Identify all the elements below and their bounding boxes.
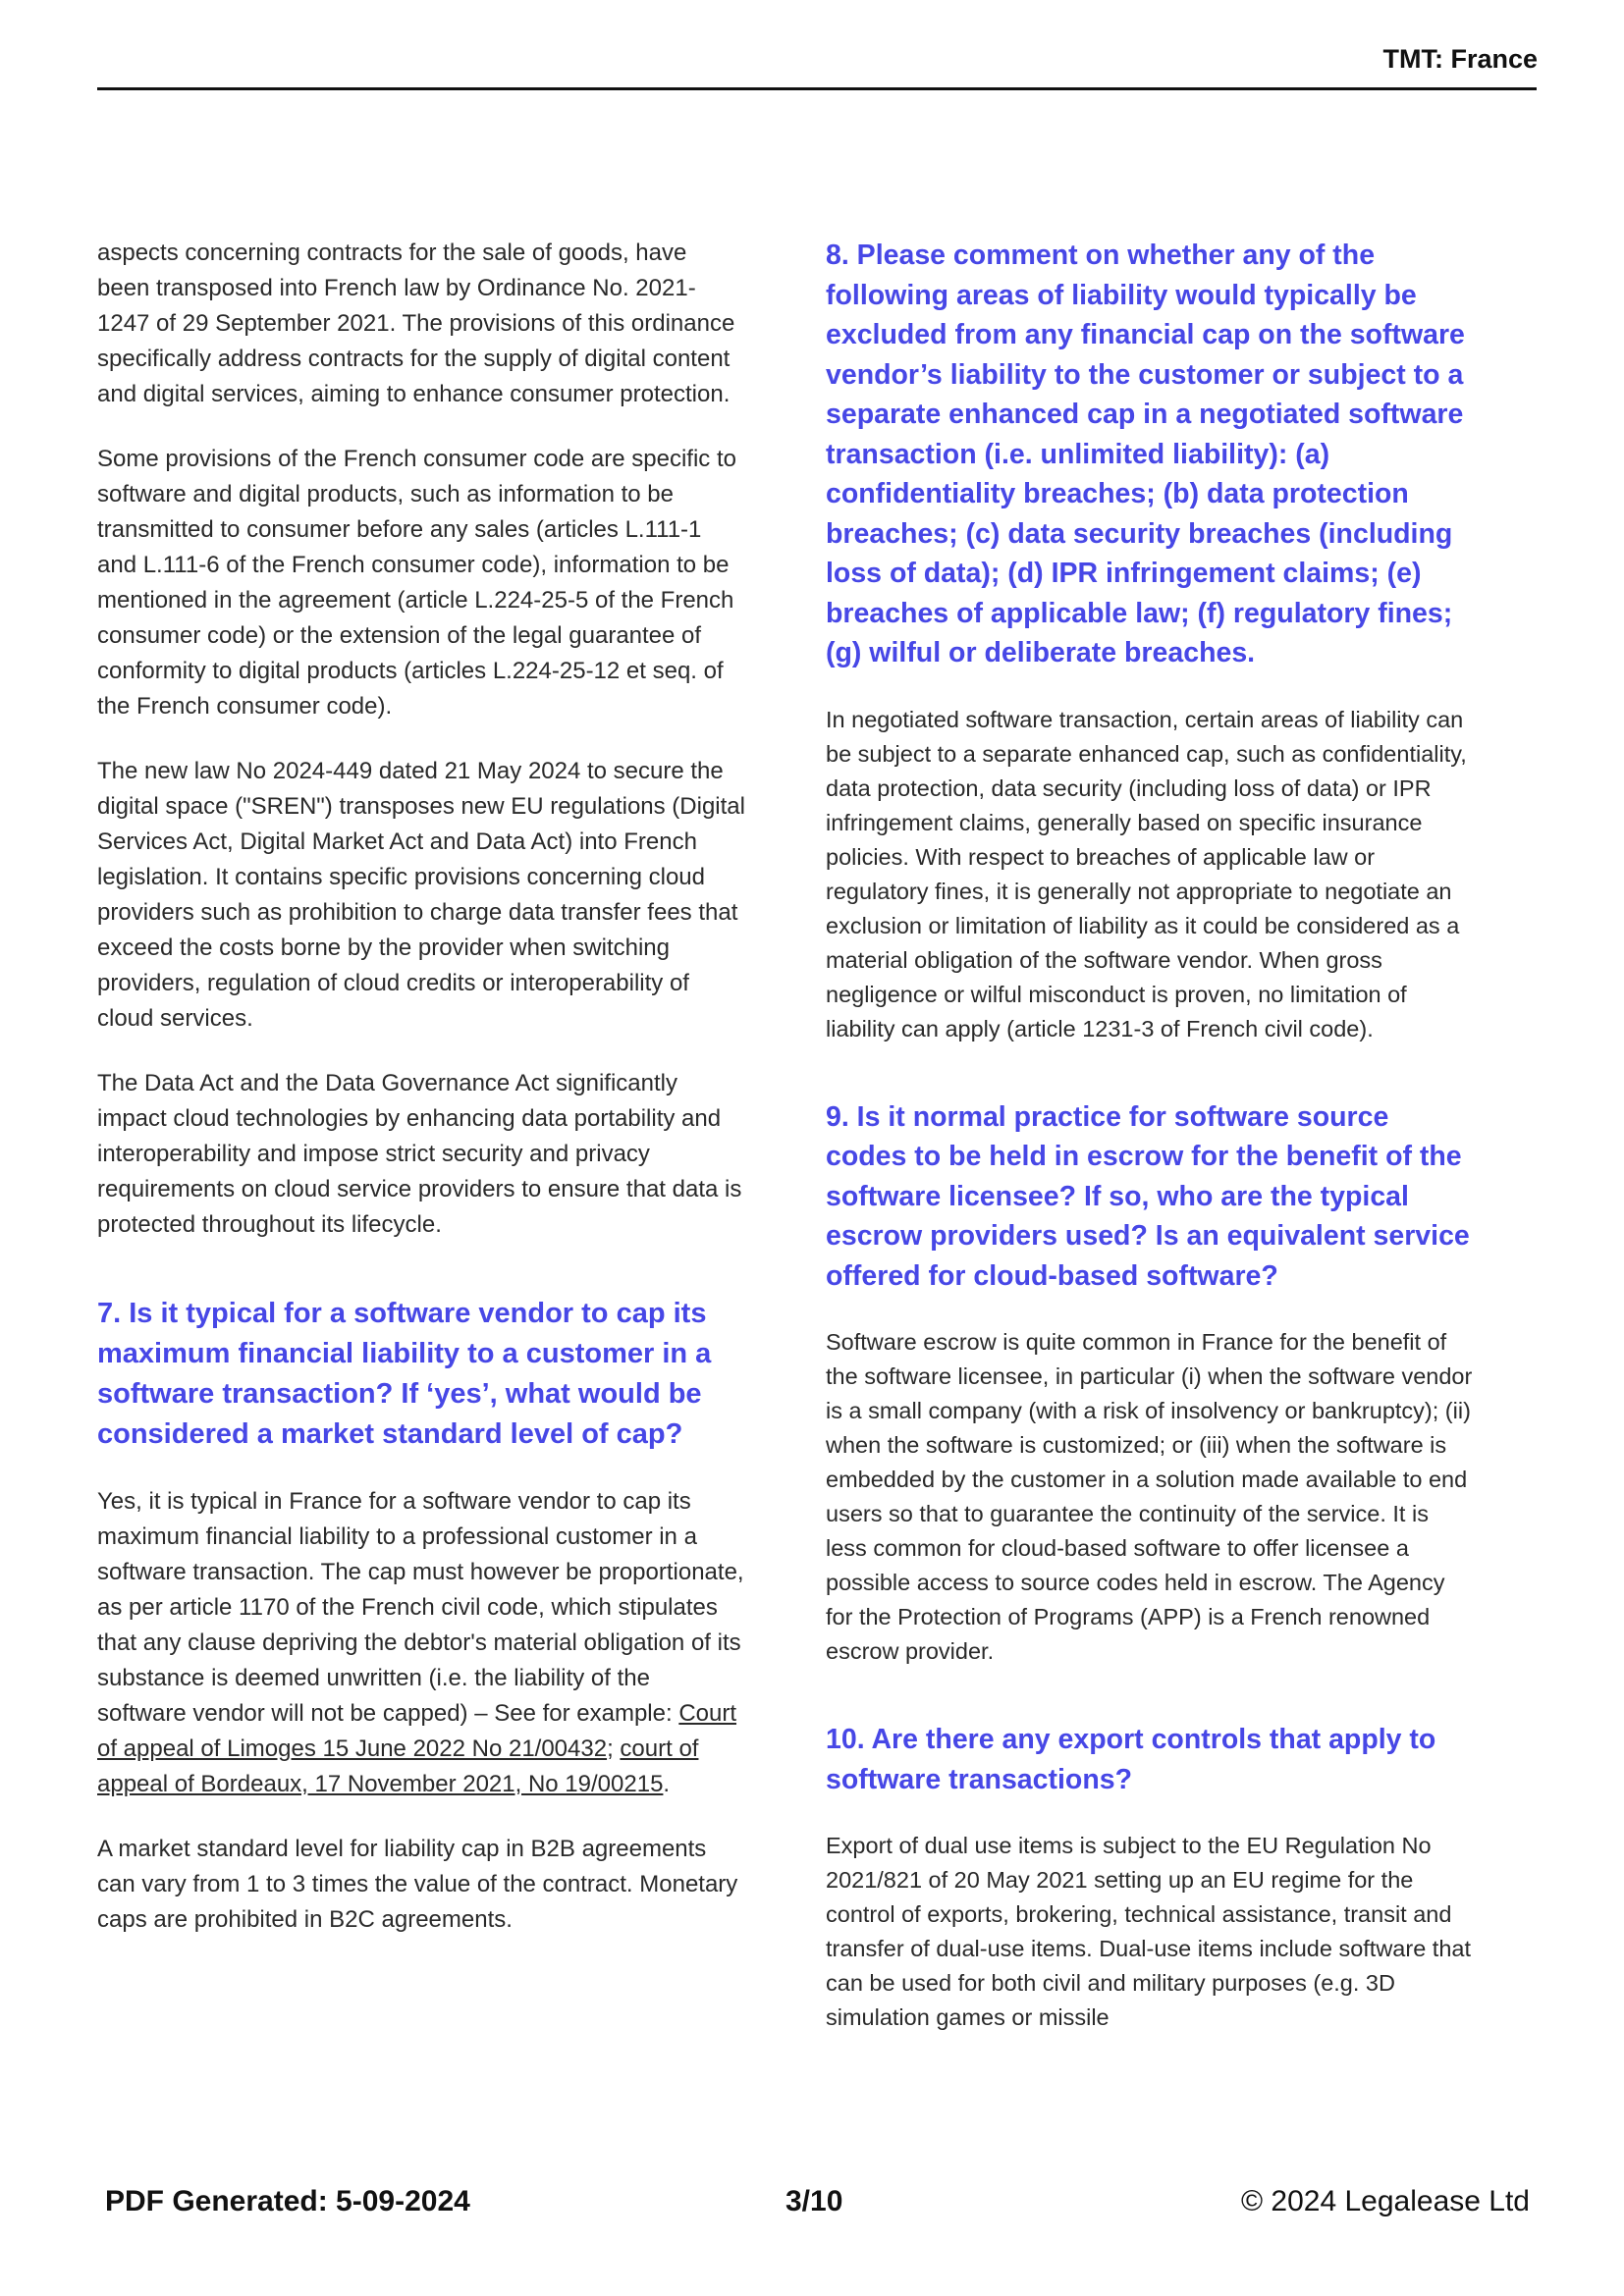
footer-copyright: © 2024 Legalease Ltd [1240, 2185, 1530, 2217]
question-10-answer: Export of dual use items is subject to the EU Regulation No 2021/821 of 20 May 2021 setting up an EU regime for the control of exports, brokering, technical assistance, transit and transfer of dual-use items. Dual-use items include software that can be used for both civil and military purposes (e.g. 3D simulation games or missile [826, 1833, 1471, 2030]
question-9-answer: Software escrow is quite common in France for the benefit of the software licensee, in particular (i) when the software vendor is a small company (with a risk of insolvency or bankruptcy); (ii) when the software is customized; or (iii) when the software is embedded by the customer in a solution made available to end users so that to guarantee the continuity of the service. It is less common for cloud-based software to offer licensee a possible access to source codes held in escrow. The Agency for the Protection of Programs (APP) is a French renowned escrow provider. [826, 1329, 1473, 1664]
paragraph-consumer-code: Some provisions of the French consumer code are specific to software and digital products, such as information to be transmitted to consumer before any sales (articles L.111-1 and L.111-6 of the French consumer code), information to be mentioned in the agreement (article L.224-25-5 of the French consumer code) or the extension of the legal guarantee of conformity to digital products (articles L.224-25-12 et seq. of the French consumer code). [97, 446, 736, 720]
paragraph-sren-law: The new law No 2024-449 dated 21 May 2024 to secure the digital space ("SREN") transposes new EU regulations (Digital Services Act, Digital Market Act and Data Act) into French legislation. It contains specific provisions concerning cloud providers such as prohibition to charge data transfer fees that exceed the costs borne by the provider when switching providers, regulation of cloud credits or interoperability of cloud services. [97, 758, 745, 1032]
left-column [97, 236, 745, 1967]
right-column [826, 236, 1474, 2064]
link-separator: ; [607, 1735, 621, 1762]
sentence-end: . [663, 1771, 671, 1797]
header-divider [97, 87, 1537, 90]
footer-page-number: 3/10 [785, 2185, 843, 2217]
question-8-answer: In negotiated software transaction, certain areas of liability can be subject to a separate enhanced cap, such as confidentiality, data protection, data security (including loss of data) or IPR infringement claims, generally based on specific insurance policies. With respect to breaches of applicable law or regulatory fines, it is generally not appropriate to negotiate an exclusion or limitation of liability as it could be considered as a material obligation of the software vendor. When gross negligence or wilful misconduct is proven, no limitation of liability can apply (article 1231-3 of French civil code). [826, 706, 1467, 1041]
case-link-bordeaux[interactable]: court of appeal of Bordeaux, 17 November 2021, No 19/00215 [97, 1735, 699, 1797]
question-10-heading: 10. Are there any export controls that apply to software transactions? [826, 1724, 1436, 1795]
question-9-heading: 9. Is it normal practice for software source codes to be held in escrow for the benefit of the software licensee? If so, who are the typical escrow providers used? Is an equivalent service offered for cloud-based software? [826, 1100, 1470, 1292]
case-link-limoges[interactable]: Court of appeal of Limoges 15 June 2022 No 21/00432 [97, 1700, 737, 1762]
running-header-title: TMT: France [1382, 44, 1538, 74]
question-7-heading: 7. Is it typical for a software vendor to cap its maximum financial liability to a customer in a software transaction? If ‘yes’, what would be considered a market standard level of cap? [97, 1298, 712, 1450]
question-7-answer [97, 1484, 745, 1802]
paragraph-market-standard-cap: A market standard level for liability cap in B2B agreements can vary from 1 to 3 times the value of the contract. Monetary caps are prohibited in B2C agreements. [97, 1836, 738, 1933]
paragraph-ordinance: aspects concerning contracts for the sale of goods, have been transposed into French law by Ordinance No. 2021-1247 of 29 September 2021. The provisions of this ordinance specifically address contracts for the supply of digital content and digital services, aiming to enhance consumer protection. [97, 240, 735, 407]
footer-generated-date: PDF Generated: 5-09-2024 [105, 2185, 470, 2217]
question-8-heading: 8. Please comment on whether any of the following areas of liability would typically be excluded from any financial cap on the software vendor’s liability to the customer or subject to a separate enhanced cap in a negotiated software transaction (i.e. unlimited liability): (a) confidentiality breaches; (b) data protection breaches; (c) data security breaches (including loss of data); (d) IPR infringement claims; (e) breaches of applicable law; (f) regulatory fines; (g) wilful or deliberate breaches. [826, 240, 1465, 668]
paragraph-data-act: The Data Act and the Data Governance Act significantly impact cloud technologies by enhancing data portability and interoperability and impose strict security and privacy requirements on cloud service providers to ensure that data is protected throughout its lifecycle. [97, 1070, 742, 1238]
answer-text: Yes, it is typical in France for a software vendor to cap its maximum financial liability to a professional customer in a software transaction. The cap must however be proportionate, as per article 1170 of the French civil code, which stipulates that any clause depriving the debtor's material obligation of its substance is deemed unwritten (i.e. the liability of the software vendor will not be capped) – See for example: [97, 1488, 744, 1727]
